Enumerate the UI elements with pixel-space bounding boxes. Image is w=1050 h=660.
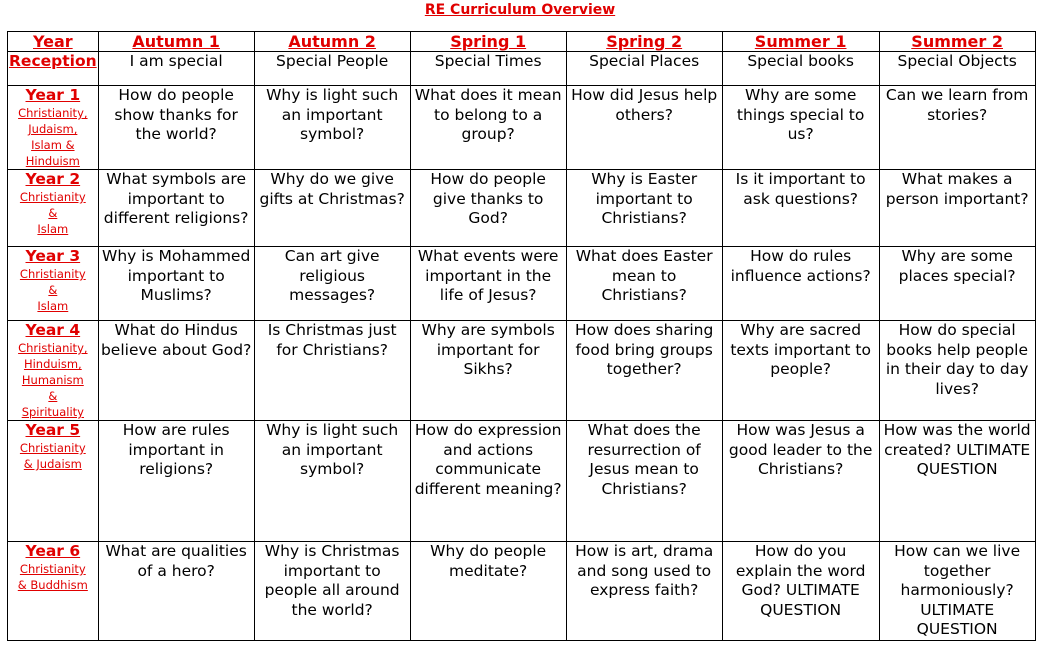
topic-cell: Special books	[722, 52, 879, 86]
topic-cell: What are qualities of a hero?	[98, 542, 254, 641]
topic-cell: How are rules important in religions?	[98, 421, 254, 542]
topic-cell: I am special	[98, 52, 254, 86]
religion-label: Christianity	[19, 562, 86, 576]
year-label: Year 6	[25, 542, 81, 560]
table-row	[8, 86, 1036, 170]
header-row	[8, 32, 1036, 52]
topic-cell: Is Christmas just for Christians?	[254, 321, 410, 421]
topic-cell: Special Times	[410, 52, 566, 86]
header-autumn-1: Autumn 1	[98, 32, 254, 52]
year-label: Year 4	[25, 321, 81, 339]
religion-label: Christianity,	[18, 341, 88, 355]
topic-cell: Why is light such an important symbol?	[254, 86, 410, 170]
religion-label: Christianity	[19, 190, 86, 204]
topic-cell: Why is Easter important to Christians?	[566, 170, 722, 247]
religion-label: Christianity	[19, 267, 86, 281]
year-label: Year 1	[25, 86, 81, 104]
table-row	[8, 542, 1036, 641]
religion-label: Islam	[37, 222, 69, 236]
topic-cell: Why are sacred texts important to people?	[722, 321, 879, 421]
topic-cell: How do people give thanks to God?	[410, 170, 566, 247]
topic-cell: Why are symbols important for Sikhs?	[410, 321, 566, 421]
header-year: Year	[8, 32, 99, 52]
table-row	[8, 421, 1036, 542]
topic-cell: How was the world created? ULTIMATE QUESTION	[879, 421, 1035, 542]
year-label: Year 3	[25, 247, 81, 265]
topic-cell: Can art give religious messages?	[254, 247, 410, 321]
topic-cell: Is it important to ask questions?	[722, 170, 879, 247]
topic-cell: Special Objects	[879, 52, 1035, 86]
religion-label: Hinduism,	[23, 357, 82, 371]
religion-label: Hinduism	[25, 154, 80, 168]
religion-label: Christianity	[19, 441, 86, 455]
topic-cell: What makes a person important?	[879, 170, 1035, 247]
religion-label: Islam	[37, 299, 69, 313]
header-summer-2: Summer 2	[879, 32, 1035, 52]
religion-label: & Buddhism	[17, 578, 88, 592]
year-cell	[8, 86, 99, 170]
religion-label: &	[48, 206, 58, 220]
topic-cell: Why is Christmas important to people all around the world?	[254, 542, 410, 641]
religion-label: Judaism,	[28, 122, 78, 136]
topic-cell: How do rules influence actions?	[722, 247, 879, 321]
topic-cell: Why are some places special?	[879, 247, 1035, 321]
topic-cell: What symbols are important to different religions?	[98, 170, 254, 247]
table-row	[8, 170, 1036, 247]
table-row	[8, 52, 1036, 86]
religion-label: &	[48, 389, 58, 403]
topic-cell: How is art, drama and song used to express faith?	[566, 542, 722, 641]
table-row	[8, 321, 1036, 421]
year-cell	[8, 542, 99, 641]
religion-label: & Judaism	[23, 457, 82, 471]
religion-label: &	[48, 283, 58, 297]
topic-cell: Can we learn from stories?	[879, 86, 1035, 170]
topic-cell: How do special books help people in their day to day lives?	[879, 321, 1035, 421]
table-row	[8, 247, 1036, 321]
year-cell	[8, 170, 99, 247]
year-label: Reception	[9, 52, 97, 70]
topic-cell: Special People	[254, 52, 410, 86]
year-cell	[8, 321, 99, 421]
topic-cell: How do people show thanks for the world?	[98, 86, 254, 170]
header-autumn-2: Autumn 2	[254, 32, 410, 52]
curriculum-table	[7, 31, 1036, 641]
topic-cell: How do expression and actions communicate different meaning?	[410, 421, 566, 542]
topic-cell: Special Places	[566, 52, 722, 86]
topic-cell: What does it mean to belong to a group?	[410, 86, 566, 170]
topic-cell: What does the resurrection of Jesus mean to Christians?	[566, 421, 722, 542]
header-summer-1: Summer 1	[722, 32, 879, 52]
header-spring-2: Spring 2	[566, 32, 722, 52]
religion-label: Spirituality	[21, 405, 84, 419]
year-label: Year 2	[25, 170, 81, 188]
topic-cell: How does sharing food bring groups together?	[566, 321, 722, 421]
topic-cell: How was Jesus a good leader to the Christians?	[722, 421, 879, 542]
topic-cell: What do Hindus believe about God?	[98, 321, 254, 421]
year-label: Year 5	[25, 421, 81, 439]
religion-label: Christianity,	[18, 106, 88, 120]
topic-cell: Why do people meditate?	[410, 542, 566, 641]
year-cell	[8, 52, 99, 86]
year-cell	[8, 421, 99, 542]
topic-cell: How did Jesus help others?	[566, 86, 722, 170]
topic-cell: What does Easter mean to Christians?	[566, 247, 722, 321]
topic-cell: Why is Mohammed important to Muslims?	[98, 247, 254, 321]
topic-cell: Why is light such an important symbol?	[254, 421, 410, 542]
topic-cell: Why do we give gifts at Christmas?	[254, 170, 410, 247]
topic-cell: What events were important in the life of Jesus?	[410, 247, 566, 321]
religion-label: Islam &	[31, 138, 75, 152]
topic-cell: Why are some things special to us?	[722, 86, 879, 170]
header-spring-1: Spring 1	[410, 32, 566, 52]
topic-cell: How can we live together harmoniously? ULTIMATE QUESTION	[879, 542, 1035, 641]
religion-label: Humanism	[21, 373, 84, 387]
page-title: RE Curriculum Overview	[424, 2, 616, 18]
year-cell	[8, 247, 99, 321]
topic-cell: How do you explain the word God? ULTIMATE QUESTION	[722, 542, 879, 641]
